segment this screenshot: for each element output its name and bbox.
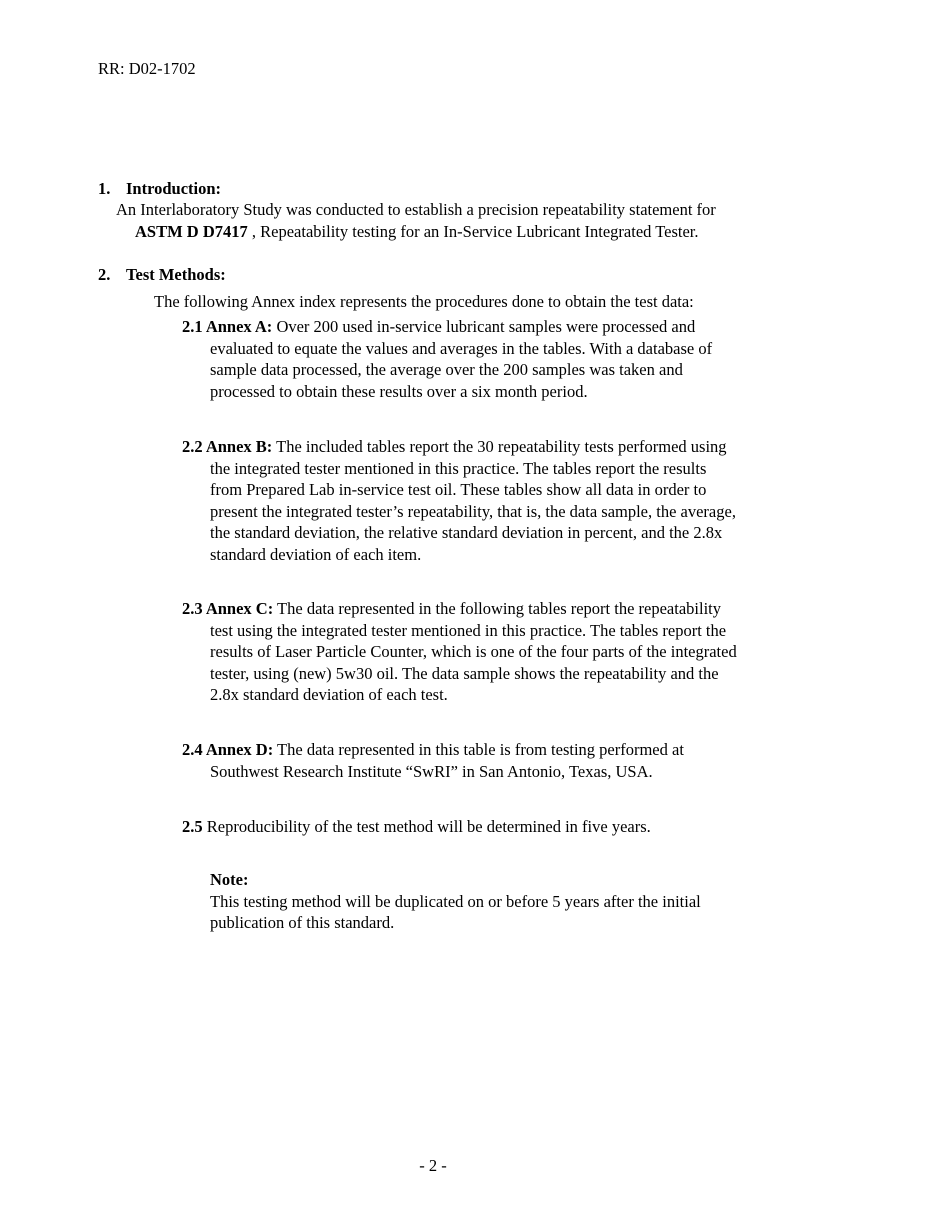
item-first-line (182, 436, 822, 458)
annex-a-item (182, 316, 822, 402)
annex-c-item (182, 598, 822, 706)
section-heading-introduction (98, 178, 221, 200)
note-line: This testing method will be duplicated on or before 5 years after the initial (210, 891, 701, 911)
section-title: Test Methods: (126, 265, 226, 284)
item-first-line (182, 739, 822, 761)
section-number: 1. (98, 179, 111, 198)
note-line: publication of this standard. (210, 913, 395, 932)
item-first-text: The data represented in this table is from testing performed at (273, 740, 684, 759)
item-line: Southwest Research Institute “SwRI” in San Antonio, Texas, USA. (210, 761, 653, 781)
note-block (210, 869, 810, 934)
section-title: Introduction: (126, 179, 222, 198)
section-number: 2. (98, 265, 111, 284)
test-methods-lead: The following Annex index represents the procedures done to obtain the test data: (154, 292, 694, 311)
item-line: sample data processed, the average over the 200 samples was taken and (210, 360, 683, 379)
introduction-paragraph (116, 199, 836, 242)
intro-line-2 (116, 221, 836, 243)
annex-d-item (182, 739, 822, 782)
standard-designation: ASTM D D7417 (135, 221, 248, 241)
item-label: 2.1 Annex A: (182, 317, 273, 336)
item-line: the integrated tester mentioned in this practice. The tables report the results (210, 458, 707, 478)
section-heading-test-methods (98, 264, 226, 286)
reproducibility-item (182, 816, 822, 838)
item-line: the standard deviation, the relative standard deviation in percent, and the 2.8x (210, 523, 723, 542)
intro-line-1: An Interlaboratory Study was conducted to establish a precision repeatability statement for (116, 200, 716, 219)
item-first-text: Over 200 used in-service lubricant samples were processed and (272, 317, 696, 336)
item-line: results of Laser Particle Counter, which is one of the four parts of the integrated (210, 642, 737, 661)
item-line: present the integrated tester’s repeatability, that is, the data sample, the average, (210, 501, 736, 521)
item-line: tester, using (new) 5w30 oil. The data sample shows the repeatability and the (210, 663, 719, 683)
report-id: RR: D02-1702 (98, 59, 196, 78)
item-line: evaluated to equate the values and averages in the tables. With a database of (210, 338, 713, 358)
item-first-line (182, 816, 822, 838)
item-first-line (182, 598, 822, 620)
item-first-text: The data represented in the following tables report the repeatability (273, 599, 721, 618)
intro-line-2-rest: , Repeatability testing for an In-Service Lubricant Integrated Tester. (247, 221, 699, 241)
item-first-text: The included tables report the 30 repeatability tests performed using (272, 437, 727, 456)
item-label: 2.3 Annex C: (182, 599, 274, 618)
note-title: Note: (210, 870, 249, 889)
item-label: 2.2 Annex B: (182, 437, 273, 456)
item-line: from Prepared Lab in-service test oil. These tables show all data in order to (210, 480, 707, 499)
item-label: 2.4 Annex D: (182, 740, 274, 759)
page-number: - 2 - (419, 1156, 447, 1175)
item-line: standard deviation of each item. (210, 544, 422, 564)
item-first-text: Reproducibility of the test method will be determined in five years. (202, 817, 651, 836)
item-first-line (182, 316, 822, 338)
item-line: processed to obtain these results over a six month period. (210, 381, 588, 401)
item-label: 2.5 (182, 817, 203, 836)
item-line: 2.8x standard deviation of each test. (210, 685, 448, 704)
annex-b-item (182, 436, 822, 565)
item-line: test using the integrated tester mentioned in this practice. The tables report the (210, 620, 727, 640)
